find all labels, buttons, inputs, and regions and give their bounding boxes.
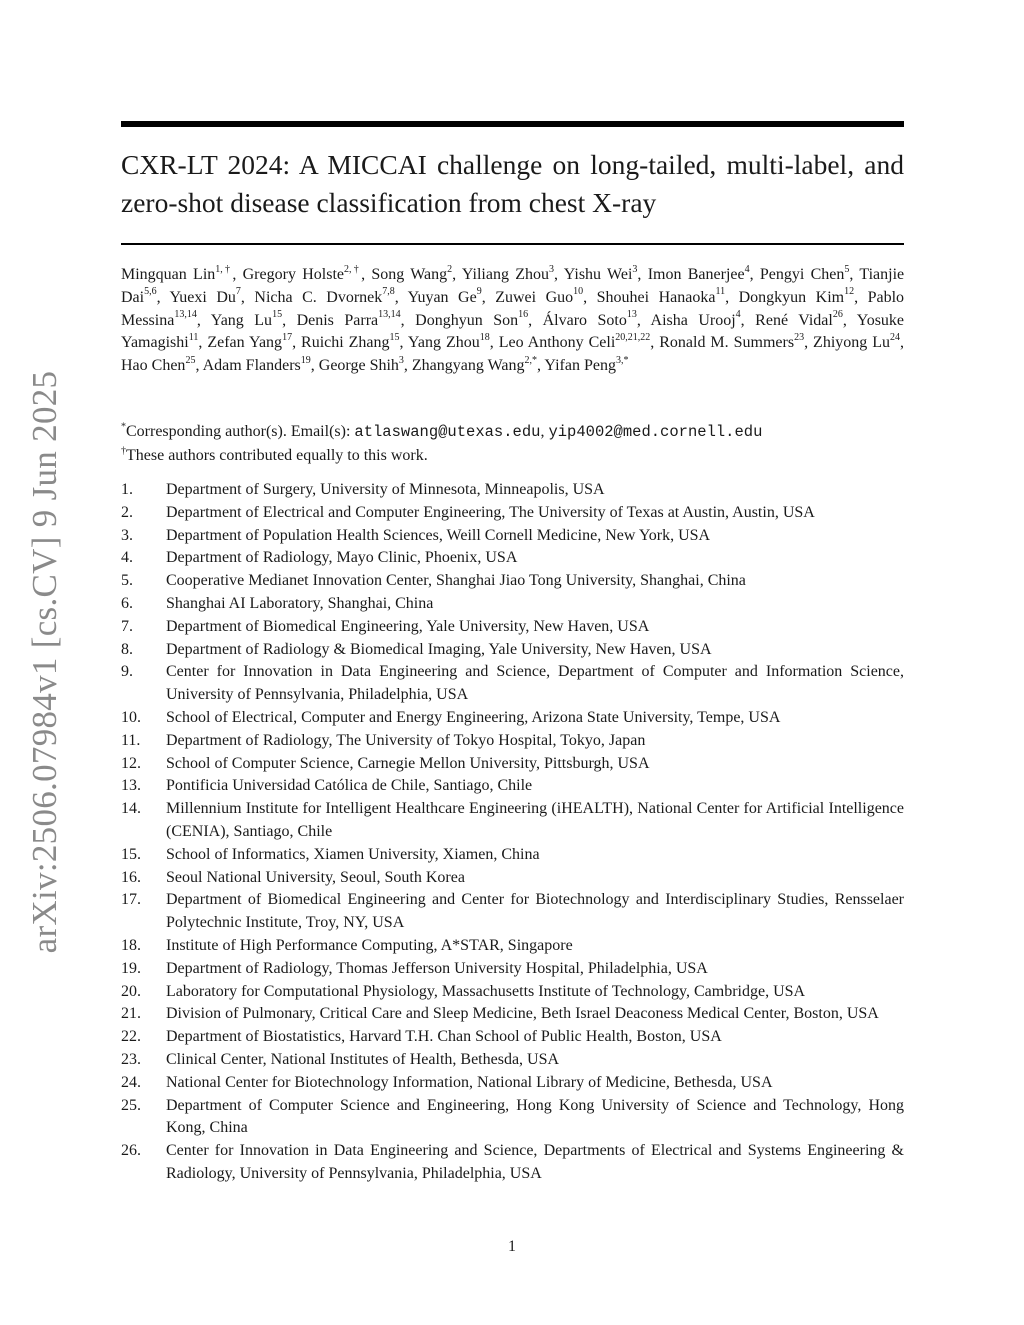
affiliation-number: 11. [121, 731, 141, 749]
affiliation-number: 4. [121, 549, 133, 567]
author-affiliation-marker: 11 [188, 332, 199, 344]
author-name: Imon Banerjee [647, 266, 745, 283]
author-name: Zhiyong Lu [813, 334, 891, 352]
affiliation-text: Laboratory for Computational Physiology, Massachusetts Institute of Technology, Cambridge, USA [166, 982, 806, 1000]
affiliation-item [121, 1140, 904, 1186]
email-link[interactable]: atlaswang@utexas.edu [354, 423, 541, 441]
author-name: René Vidal [755, 311, 833, 329]
author [242, 263, 362, 283]
author-name: Shouhei Hanaoka [596, 288, 716, 306]
affiliation-item [121, 753, 904, 776]
paper-title: CXR-LT 2024: A MICCAI challenge on long-tailed, multi-label, and zero-shot disease classification from chest X-ray [121, 149, 904, 218]
author-name: Nicha C. Dvornek [254, 288, 383, 306]
author-affiliation-marker: 20,21,22 [615, 332, 651, 344]
affiliation-number: 7. [121, 617, 133, 635]
affiliation-number: 24. [121, 1073, 141, 1091]
affiliation-number: 6. [121, 594, 133, 612]
author-affiliation-marker: 4 [735, 309, 741, 321]
affiliation-item [121, 707, 904, 730]
author-affiliation-marker: 2,† [344, 263, 362, 275]
author [813, 334, 900, 351]
title-bottom-rule [121, 243, 904, 245]
affiliation-text: Clinical Center, National Institutes of Health, Bethesda, USA [166, 1050, 560, 1068]
author [738, 286, 855, 306]
affiliation-list [121, 479, 904, 1186]
affiliation-item [121, 1095, 904, 1141]
author [121, 354, 196, 375]
author-affiliation-marker: 15 [389, 332, 400, 344]
affiliation-number: 14. [121, 800, 141, 818]
author-name: Gregory Holste [242, 266, 344, 283]
equal-contribution-note [121, 444, 904, 467]
author-name: Dongkyun Kim [738, 288, 845, 306]
affiliation-text: Shanghai AI Laboratory, Shanghai, China [166, 594, 434, 612]
affiliation-text: Center for Innovation in Data Engineering and Science, Department of Computer and Information Science, University of Pennsylvania, Philadelphia, USA [166, 663, 904, 704]
author-name: Leo Anthony Celi [498, 334, 616, 352]
affiliation-text: Seoul National University, Seoul, South Korea [166, 868, 465, 886]
author-affiliation-marker: 13,14 [378, 309, 401, 321]
author-name: Álvaro Soto [542, 311, 627, 329]
affiliation-item [121, 1003, 904, 1026]
affiliation-number: 19. [121, 959, 141, 977]
affiliation-text: School of Informatics, Xiamen University, Xiamen, China [166, 845, 540, 863]
affiliation-text: Department of Biostatistics, Harvard T.H. Chan School of Public Health, Boston, USA [166, 1028, 722, 1046]
affiliation-item [121, 593, 904, 616]
author-affiliation-marker: 7 [235, 286, 241, 298]
author-affiliation-marker: 10 [573, 286, 584, 298]
affiliation-text: Cooperative Medianet Innovation Center, Shanghai Jiao Tong University, Shanghai, China [166, 572, 746, 590]
author-notes [121, 420, 904, 467]
author-name: Pengyi Chen [759, 266, 845, 283]
email-separator: , [540, 423, 549, 440]
author-affiliation-marker: 12 [844, 286, 855, 298]
affiliation-item [121, 547, 904, 570]
author [296, 309, 401, 329]
author [659, 334, 804, 351]
author-name: Aisha Urooj [650, 311, 736, 329]
author [647, 263, 750, 283]
affiliation-item [121, 867, 904, 890]
affiliation-text: Millennium Institute for Intelligent Healthcare Engineering (iHEALTH), National Center for Artificial Intelligence (CENIA), Santiago, Chile [166, 800, 904, 840]
author-name: Zhangyang Wang [411, 357, 525, 375]
affiliation-text: School of Electrical, Computer and Energy Engineering, Arizona State University, Tempe, USA [166, 708, 781, 726]
author-affiliation-marker: 2,* [524, 354, 538, 366]
author-name: Yang Lu [210, 311, 273, 329]
author [461, 263, 555, 283]
author [169, 286, 241, 306]
affiliation-number: 15. [121, 845, 141, 863]
author-name: Yishu Wei [563, 266, 633, 283]
author [207, 334, 292, 351]
affiliation-number: 10. [121, 708, 141, 726]
author-affiliation-marker: 5,6 [144, 286, 157, 298]
affiliation-item [121, 889, 904, 935]
affiliation-text: Department of Population Health Sciences, Weill Cornell Medicine, New York, USA [166, 526, 711, 544]
author [301, 334, 400, 351]
author-name: Yuexi Du [169, 288, 236, 306]
affiliation-item [121, 570, 904, 593]
affiliation-number: 18. [121, 936, 141, 954]
equal-contribution-text: These authors contributed equally to this work. [126, 447, 428, 464]
author-affiliation-marker: 13,14 [174, 309, 197, 321]
affiliation-text: Department of Surgery, University of Minnesota, Minneapolis, USA [166, 481, 605, 498]
corresponding-mark: * [121, 421, 126, 433]
author [415, 309, 529, 329]
author [650, 309, 741, 329]
author-list: Mingquan Lin$^{1,\dagger}$, Gregory Holste$^{2,\dagger}$, Song Wang$^2$, Yiliang Zhou$^3$, Yishu Wei$^3$, Imon Banerjee$^4$, Pengyi Chen$^5$, Tianjie Dai$^{5,6}$, Yuexi Du$^7$, Nicha C. Dvornek$^{7,8}$, Yuyan Ge$^9$, Zuwei Guo$^{10}$, Shouhei Hanaoka$^{11}$, Dongkyun Kim$^{12}$, Pablo Messina$^{13,14}$, Yang Lu$^{15}$, Denis Parra$^{13,14}$, Donghyun Son$^{16}$, Álvaro Soto$^{13}$, Aisha Urooj$^4$, René Vidal$^{26}$, Yosuke Yamagishi$^{11}$, Zefan Yang$^{17}$, Ruichi Zhang$^{15}$, Yang Zhou$^{18}$, Leo Anthony Celi$^{20,21,22}$, Ronald M. Summers$^{23}$, Zhiyong Lu$^{24}$, Hao Chen$^{25}$, Adam Flanders$^{19}$, George Shih$^3$, Zhangyang Wang$^{2,*}$, Yifan Peng$^{3,*}$ [121, 263, 905, 375]
author [544, 354, 629, 375]
equal-contribution-mark: † [121, 445, 126, 457]
author-affiliation-marker: 3 [398, 354, 404, 366]
affiliation-number: 17. [121, 891, 141, 909]
author-affiliation-marker: 26 [832, 309, 843, 321]
author [318, 354, 404, 375]
author-affiliation-marker: 9 [476, 286, 482, 298]
affiliation-number: 5. [121, 572, 133, 590]
affiliation-text: School of Computer Science, Carnegie Mellon University, Pittsburgh, USA [166, 754, 650, 772]
author-affiliation-marker: 19 [300, 354, 311, 366]
author-affiliation-marker: 16 [518, 309, 529, 321]
affiliation-item [121, 502, 904, 525]
author-affiliation-marker: 4 [744, 263, 750, 275]
affiliation-number: 16. [121, 868, 141, 886]
author [407, 286, 482, 306]
affiliation-item [121, 479, 904, 502]
author [563, 263, 638, 283]
author-affiliation-marker: 3,* [615, 354, 629, 366]
affiliation-item [121, 525, 904, 548]
author [755, 309, 843, 329]
author-name: Yifan Peng [544, 357, 616, 375]
corresponding-note [121, 420, 904, 444]
affiliation-text: Department of Biomedical Engineering, Yale University, New Haven, USA [166, 617, 650, 635]
author-affiliation-marker: 3 [632, 263, 638, 275]
author [202, 354, 311, 375]
author-name: Ronald M. Summers [659, 334, 795, 352]
affiliation-number: 8. [121, 640, 133, 658]
affiliation-text: Division of Pulmonary, Critical Care and Sleep Medicine, Beth Israel Deaconess Medical Center, Boston, USA [166, 1005, 879, 1023]
author [596, 286, 726, 306]
affiliation-item [121, 730, 904, 753]
affiliation-text: Department of Radiology & Biomedical Imaging, Yale University, New Haven, USA [166, 640, 712, 658]
author [254, 286, 395, 306]
email-link[interactable]: yip4002@med.cornell.edu [548, 423, 763, 441]
author-name: Tianjie Dai [121, 266, 905, 306]
author [542, 309, 637, 329]
author-name: Ruichi Zhang [301, 334, 390, 352]
author-name: Yiliang Zhou [461, 266, 550, 283]
affiliation-text: Pontificia Universidad Católica de Chile, Santiago, Chile [166, 777, 533, 795]
author-affiliation-marker: 18 [479, 332, 490, 344]
affiliation-number: 21. [121, 1005, 141, 1023]
affiliation-item [121, 844, 904, 867]
author-affiliation-marker: 1,† [215, 263, 233, 275]
affiliation-number: 22. [121, 1028, 141, 1046]
affiliation-item [121, 981, 904, 1004]
author-affiliation-marker: 7,8 [382, 286, 395, 298]
affiliation-text: Department of Computer Science and Engineering, Hong Kong University of Science and Technology, Hong Kong, China [166, 1096, 904, 1137]
affiliation-item [121, 661, 904, 707]
author-name: Pablo Messina [121, 288, 905, 329]
author-affiliation-marker: 3 [549, 263, 555, 275]
author-name: Yosuke Yamagishi [121, 311, 905, 352]
author [759, 263, 850, 283]
author-name: Adam Flanders [202, 357, 301, 375]
author [371, 263, 453, 283]
affiliation-text: Department of Electrical and Computer Engineering, The University of Texas at Austin, Austin, USA [166, 503, 815, 521]
author-affiliation-marker: 5 [844, 263, 850, 275]
affiliation-number: 12. [121, 754, 141, 772]
affiliation-item [121, 1072, 904, 1095]
author-affiliation-marker: 2 [447, 263, 453, 275]
author [210, 309, 283, 329]
author [411, 354, 538, 375]
affiliation-number: 13. [121, 777, 141, 795]
corresponding-label: Corresponding author(s). Email(s): [126, 423, 355, 440]
affiliation-item [121, 1026, 904, 1049]
author-name: Mingquan Lin [121, 266, 216, 283]
author [499, 334, 651, 351]
author-name: Donghyun Son [415, 311, 519, 329]
affiliation-text: Department of Biomedical Engineering and Center for Biotechnology and Interdisciplinary Studies, Rensselaer Polytechnic Institute, Troy, NY, USA [166, 891, 904, 932]
arxiv-identifier[interactable]: arXiv:2506.07984v1 [cs.CV] 9 Jun 2025 [25, 370, 64, 954]
author-affiliation-marker: 13 [626, 309, 637, 321]
title-top-rule [121, 121, 904, 127]
author-name: Song Wang [371, 266, 448, 283]
affiliation-item [121, 639, 904, 662]
author-affiliation-marker: 25 [185, 354, 196, 366]
affiliation-number: 3. [121, 526, 133, 544]
affiliation-number: 23. [121, 1050, 141, 1068]
affiliation-number: 2. [121, 503, 133, 521]
affiliation-item [121, 798, 904, 844]
author-affiliation-marker: 23 [794, 332, 805, 344]
affiliation-text: Center for Innovation in Data Engineering and Science, Departments of Electrical and Systems Engineering & Radiology, University of Pennsylvania, Philadelphia, USA [166, 1142, 904, 1182]
affiliation-text: Department of Radiology, The University of Tokyo Hospital, Tokyo, Japan [166, 731, 646, 749]
affiliation-number: 9. [121, 663, 133, 681]
affiliation-text: National Center for Biotechnology Information, National Library of Medicine, Bethesda, USA [166, 1073, 773, 1091]
affiliation-item [121, 1049, 904, 1072]
author-affiliation-marker: 11 [715, 286, 726, 298]
author-name: Yang Zhou [407, 334, 480, 352]
author-name: Hao Chen [121, 357, 186, 375]
author-name: Yuyan Ge [407, 288, 477, 306]
author-name: Zuwei Guo [495, 288, 574, 306]
affiliation-number: 26. [121, 1142, 141, 1160]
author-name: Denis Parra [296, 311, 379, 329]
author [408, 334, 490, 351]
affiliation-text: Department of Radiology, Mayo Clinic, Phoenix, USA [166, 549, 518, 567]
author-name: Zefan Yang [207, 334, 283, 352]
affiliation-item [121, 935, 904, 958]
affiliation-item [121, 616, 904, 639]
affiliation-number: 25. [121, 1096, 141, 1114]
affiliation-number: 20. [121, 982, 141, 1000]
affiliation-number: 1. [121, 481, 133, 498]
affiliation-item [121, 775, 904, 798]
author-affiliation-marker: 24 [890, 332, 901, 344]
affiliation-text: Institute of High Performance Computing, A*STAR, Singapore [166, 936, 573, 954]
author [121, 263, 233, 283]
author-affiliation-marker: 17 [282, 332, 293, 344]
affiliation-text: Department of Radiology, Thomas Jefferson University Hospital, Philadelphia, USA [166, 959, 708, 977]
page-number: 1 [508, 1238, 516, 1255]
author-name: George Shih [318, 357, 399, 375]
affiliation-item [121, 958, 904, 981]
author [495, 286, 584, 306]
author-affiliation-marker: 15 [272, 309, 283, 321]
